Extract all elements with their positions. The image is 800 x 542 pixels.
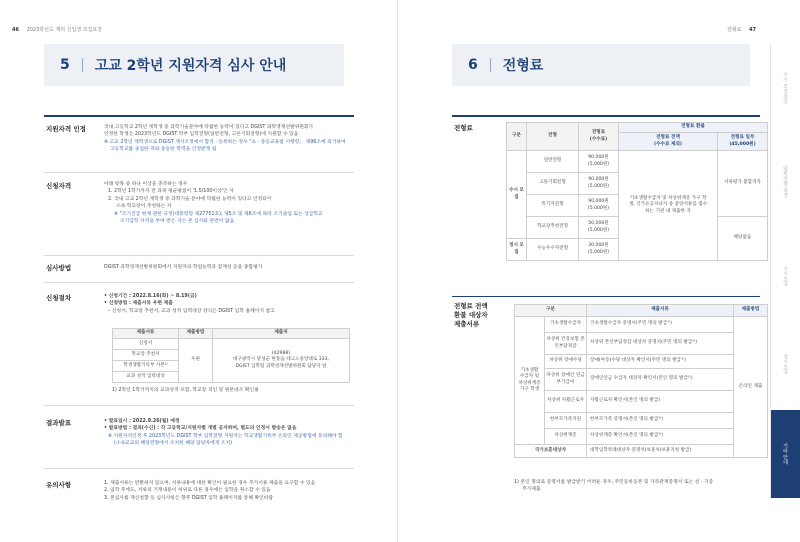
table-header [619,133,718,151]
text-line: 2. 입학 후에도, 서류의 기재내용이 허위로 다른 경우에는 입학을 취소할 수 있음 [104,488,271,494]
section-title: 고교 2학년 지원자격 심사 안내 [94,58,287,74]
table-cell: 차상위 본인부담경감 대상자 증명서(주민 명의 발급¹⁾) [587,333,734,355]
note-line: ※ 지원자격인정 후 2023학년도 DGIST 학부 입학전형 지원자는 학교생활기록부 온라인 제공방법에 동의해야 함 [108,433,343,439]
procedure-table [112,328,350,383]
table-cell: 학교장 추천서 [113,350,179,361]
side-tab-2[interactable] [770,132,800,232]
table-header: 전형 [527,123,579,151]
cell-line: (5,000원) [587,161,610,167]
table-cell: 일반전형 [527,151,579,173]
cell-line: 90,000원 [588,155,609,161]
label-line: 제출서류 [454,320,480,328]
cell-line: 90,000원 [588,177,609,183]
eligibility-text [104,124,394,154]
note-line: ※ "조기진급 현재 관한 규정(대통령령 제27751호), 제5조 및 제6조에 따라 조기졸업 또는 상급학교 [114,211,323,217]
table-cell: 한부모가족 증명서(본인 명의 발급¹⁾) [587,413,734,429]
table-header [579,123,619,151]
text-line: 3. 본심사를 재신청할 등 심사사항은 향후 DGIST 입학 홈페이지를 통해 확인바람 [104,495,274,501]
header-line: (45,000원) [729,141,756,147]
exempt-docs-table [514,304,768,458]
text-line: 1) 본인 명의로 증명서를 발급받기 어려운 경우, 주민등록등본 및 가족관계증명서 또는 친 · 기증 [514,480,714,485]
text-line: • 신청방법 : 제출서류 우편 제출 [104,301,173,307]
row-label-eligibility: 지원자격 인정 [46,125,86,133]
address-line: 대구광역시 달성군 현풍읍 테크노중앙대로 333, [233,357,329,363]
row-label-qualification: 신청자격 [46,182,72,190]
text-line: 추가제출 [522,487,541,493]
fee-table [506,122,768,261]
cell-line: (5,000원) [587,205,610,211]
header-line: (수수료) [589,136,608,142]
cell-line: 90,000원 [588,199,609,205]
note-line: 조기입학 자격을 부여 받은 자는 본 심사와 관련이 없음 [120,219,235,225]
divider [44,468,354,469]
label-line: 환불 대상자 [454,311,488,319]
table-header: 구분 [507,123,527,151]
table-cell: 온라인 제출 [734,317,768,458]
banner-divider [490,58,491,72]
header-line: 전형료 일부 [730,135,755,141]
row-label-caution: 유의사항 [46,481,72,489]
divider [44,255,354,256]
text-line: 2. 국내 고교 2학년 재학생 중 과학기술 분야에 탁월한 능력이 있다고 인정되어 [108,196,272,202]
text-line: 아래 항목 중 하나 이상을 충족하는 경우 [104,182,188,187]
side-tab-4[interactable] [770,320,800,408]
table-cell: 우편 [179,339,213,383]
cell-line: 30,000원 [588,243,609,249]
table-cell [579,173,619,195]
table-header: 제출서류 [587,305,734,317]
table-header: 제출방법 [734,305,768,317]
banner-divider [82,58,83,72]
address-line: (42988) [271,350,291,356]
text-line: • 발표방법 : 결과(수신) : 각 고등학교/지원자별 개별 공지하며, 별도의 인정서 발송은 없음 [104,426,297,432]
text-line: • 발표일시 : 2022.9.26(월) 예정 [104,419,180,424]
table-cell: 국가보훈대상자 [515,445,587,458]
section-title: 전형료 [502,58,544,74]
table-header: 제출서류 [113,329,179,339]
table-cell: 차상위계층 확인서(본인 명의 발급¹⁾) [587,429,734,445]
section-rule [44,115,354,117]
table-cell: 기초생활수급자 및 차상위계층 가구 학생, 국가유공자녀자 중 중앙서류를 접수하는 기관 내 제출한 자 [619,151,718,261]
side-tab-label: 입학전형 과정 [782,166,788,198]
side-tab-1[interactable] [770,44,800,132]
left-running-header [12,26,102,33]
table-cell: 한부모가족지원 [545,413,587,429]
cell-line: (5,000원) [587,227,610,233]
table-cell: 차상위 장애인 연금 부가급여 [545,369,587,391]
table-cell: 학교장추천전형 [527,217,579,239]
table-cell: 학생생활기록부 사본¹⁾ [113,361,179,372]
text-line: – 신청서, 학교장 추천서, 교과 성적 입력대상 양식은 DGIST 입학 홈페이지 참고 [108,308,275,314]
table-cell: 기초생활수급자 증명서(주민 명의 발급¹⁾) [587,317,734,333]
table-cell: 수능우수자전형 [527,239,579,261]
exempt-footnote [514,479,776,494]
header-line: (수수료 제외) [654,141,682,147]
text-line: 1. 2학년 1학기까지 전 과목 평균평점이 '1.5/100이상'인 자 [108,189,234,195]
row-label-method: 심사방법 [46,264,72,272]
divider [44,282,354,283]
table-header: 제출방법 [179,329,213,339]
text-line: 1. 제출서류는 반환하지 않으며, 서류내용에 대한 확인이 필요한 경우 추가서류 제출을 요구할 수 있음 [104,481,316,486]
method-text: DGIST 과학영재선발위원회에서 지원자의 학업능력과 잠재성 등을 종합평가 [104,265,263,270]
table-cell: 차상위 자활근로자 [545,391,587,413]
table-cell: 장애(아동)수당 대상자 확인서(주민 명의 발급¹⁾) [587,355,734,369]
table-cell: 서류평가 불합격자 [718,151,768,217]
table-cell: 차상위 건강보험 본인부담경감 [545,333,587,355]
table-cell: 교과 성적 입력대상 [113,372,179,383]
table-cell: 신청서 [113,339,179,350]
side-tab-label: 수시 모집요강 [782,72,788,104]
table-cell: 해당없음 [718,217,768,261]
table-header: 전형료 환불 [619,123,768,133]
table-cell [579,151,619,173]
text-line: • 신청기간 : 2022.8.16(화) ~ 8.19(금) [104,294,197,299]
table-cell: 특기자전형 [527,195,579,217]
header-line: 전형료 [591,130,606,136]
caution-text [104,480,394,502]
side-tab-5-active[interactable] [770,410,800,498]
table-header: 제출처 [213,329,350,339]
table-cell: 장애인연금 수급자 대상자 확인서(본인 명의 발급¹⁾) [587,369,734,391]
note-line: (소속교교의 해당전형에서 조치된 해당 담당자에게 조치) [114,441,232,447]
row-label-fee: 전형료 [454,124,473,132]
section-rule [452,296,760,297]
table-cell: 고른기회전형 [527,173,579,195]
side-tab-label: 수시모집 [782,266,788,286]
section-rule [452,115,760,117]
cell-line: (5,000원) [587,249,610,255]
header-line: 전형료 전액 [656,135,680,141]
text-line: 인정한 학생은 2023학년도 DGIST 학부 입학전형(일반전형, 고른기회전형)에 지원할 수 있음 [104,132,299,138]
table-cell [579,195,619,217]
section-number: 5 [60,57,70,73]
divider [44,405,354,406]
note-line: ※ 고교 2학년 재학생으로 DGIST 재시조정에서 합격 · 등록하는 경우 "초 · 중등교육법 시행령」 제96조에 의거하여 [104,139,346,145]
row-label-result: 결과발표 [46,419,72,427]
result-text [104,418,396,448]
table-cell [213,339,350,383]
table-cell: 기초생활수급자 [545,317,587,333]
side-tab-label: 기타 안내 [782,443,788,465]
right-page [402,0,800,542]
row-label-exempt-docs [454,302,488,329]
table-cell: 정시 모집 [507,239,527,261]
left-running-title: 2023학년도 재외 신입생 모집요강 [26,27,103,33]
label-line: 전형료 전액 [454,302,488,310]
address-line: DGIST 입학팀 과학영재선발위원회 담당자 앞 [235,363,327,369]
procedure-footnote: 1) 2학년 1학기까지의 교과성적 포함, 학교장 직인 및 원본대조 확인필 [112,388,259,393]
cell-line: (5,000원) [587,183,610,189]
table-cell: 대학입학특례대상자 증명서(보훈처/보훈지청 발급) [587,445,734,458]
row-label-procedure: 신청절차 [46,294,72,302]
right-running-title: 전형료 [726,27,742,33]
table-cell [579,217,619,239]
table-cell: 차상위 장애수당 [545,355,587,369]
table-header [718,133,768,151]
right-section-banner [452,44,750,86]
left-page [0,0,398,542]
table-cell: 자활근로자 확인서(본인 명의 발급) [587,391,734,413]
note-line: 고등학교를 졸업한 자와 동등한 학력을 인정받게 됨 [110,147,217,153]
table-cell [579,239,619,261]
qualification-text [104,181,394,225]
divider [44,172,354,173]
right-running-header [727,26,756,33]
right-page-number: 47 [749,27,756,33]
side-tab-label: 정시모집 [782,354,788,374]
table-cell: 차상위계층 [545,429,587,445]
text-line: 국내 고등학교 2학년 재학생 중 과학기술분야에 탁월한 능력이 있다고 DGIST 과학영재선발위원회가 [104,125,314,130]
table-cell: 수시 모집 [507,151,527,239]
cell-line: 50,000원 [588,221,609,227]
side-tab-3[interactable] [770,232,800,320]
left-section-banner [44,44,344,86]
section-number: 6 [468,57,478,73]
text-line: 소속 학교장이 추천하는 자 [116,204,172,210]
procedure-text [104,293,394,315]
table-cell: 기초생활 수급자 및 차상위계층 가구 학생 [515,317,545,445]
left-page-number: 46 [12,27,19,33]
table-header: 구분 [515,305,587,317]
